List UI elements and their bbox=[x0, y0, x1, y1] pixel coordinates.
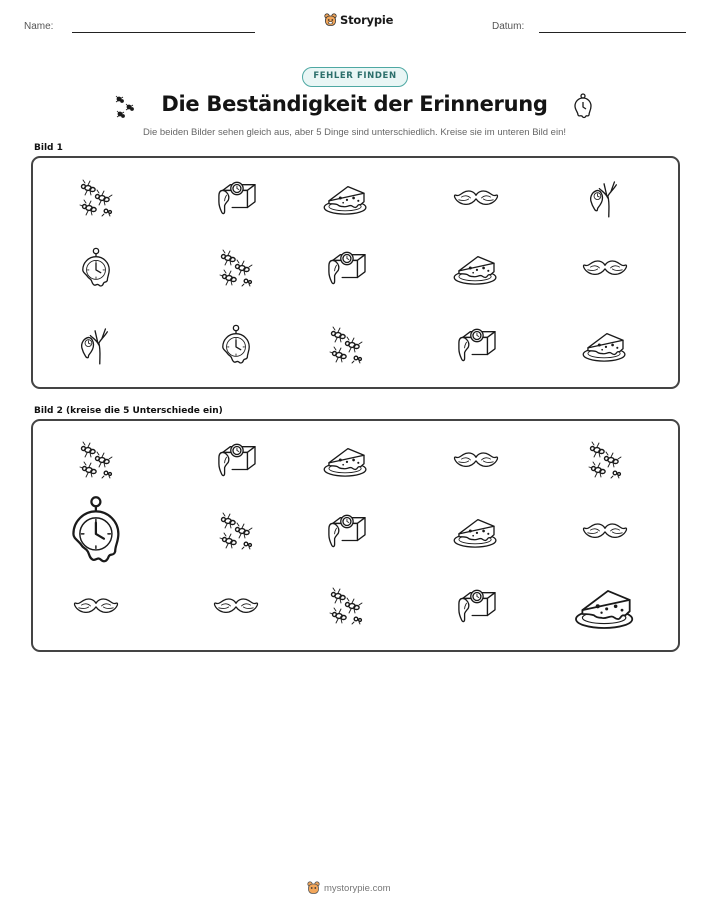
ants-icon[interactable] bbox=[326, 586, 366, 626]
mustache-icon[interactable] bbox=[581, 521, 629, 541]
name-line[interactable] bbox=[72, 32, 255, 33]
storypie-mascot-icon bbox=[307, 881, 320, 895]
page-title: Die Beständigkeit der Erinnerung bbox=[161, 92, 548, 116]
ants-icon bbox=[216, 248, 256, 288]
picture2-label: Bild 2 (kreise die 5 Unterschiede ein) bbox=[34, 406, 223, 416]
melting-clock-box-icon[interactable] bbox=[213, 441, 259, 479]
mustache-icon bbox=[581, 258, 629, 278]
footer-url[interactable]: mystorypie.com bbox=[324, 882, 391, 894]
ants-icon[interactable] bbox=[585, 440, 625, 480]
footer bbox=[307, 881, 391, 895]
cheese-plate-icon[interactable] bbox=[573, 582, 638, 631]
melting-clock-box-icon[interactable] bbox=[323, 512, 369, 550]
mustache-icon[interactable] bbox=[72, 596, 120, 616]
mustache-icon[interactable] bbox=[452, 450, 500, 470]
date-line[interactable] bbox=[539, 32, 686, 33]
cheese-plate-icon[interactable] bbox=[452, 513, 500, 549]
pocket-watch-deco-icon bbox=[572, 93, 594, 120]
ants-icon[interactable] bbox=[76, 440, 116, 480]
name-label: Name: bbox=[24, 21, 54, 32]
tree-clock-icon bbox=[588, 177, 622, 219]
cheese-plate-icon bbox=[322, 180, 370, 216]
cheese-plate-icon bbox=[581, 327, 629, 363]
ants-icon bbox=[76, 178, 116, 218]
cheese-plate-icon[interactable] bbox=[322, 442, 370, 478]
mustache-icon bbox=[452, 188, 500, 208]
ants-icon[interactable] bbox=[216, 511, 256, 551]
pocket-watch-icon[interactable] bbox=[67, 495, 125, 566]
pocket-watch-icon bbox=[79, 247, 113, 289]
melting-clock-box-icon bbox=[213, 179, 259, 217]
mustache-icon[interactable] bbox=[212, 596, 260, 616]
ants-icon bbox=[326, 325, 366, 365]
picture1-label: Bild 1 bbox=[34, 143, 63, 153]
melting-clock-box-icon bbox=[453, 326, 499, 364]
date-label: Datum: bbox=[492, 21, 525, 32]
tree-clock-icon bbox=[79, 324, 113, 366]
brand-logo bbox=[324, 13, 393, 27]
instructions: Die beiden Bilder sehen gleich aus, aber 5 Dinge sind unterschiedlich. Kreise sie im unteren Bild ein! bbox=[143, 127, 566, 138]
brand-name: Storypie bbox=[340, 13, 394, 27]
melting-clock-box-icon[interactable] bbox=[453, 587, 499, 625]
cheese-plate-icon bbox=[452, 250, 500, 286]
category-badge: FEHLER FINDEN bbox=[302, 67, 408, 87]
storypie-mascot-icon bbox=[324, 13, 337, 27]
pocket-watch-icon bbox=[219, 324, 253, 366]
melting-clock-box-icon bbox=[323, 249, 369, 287]
